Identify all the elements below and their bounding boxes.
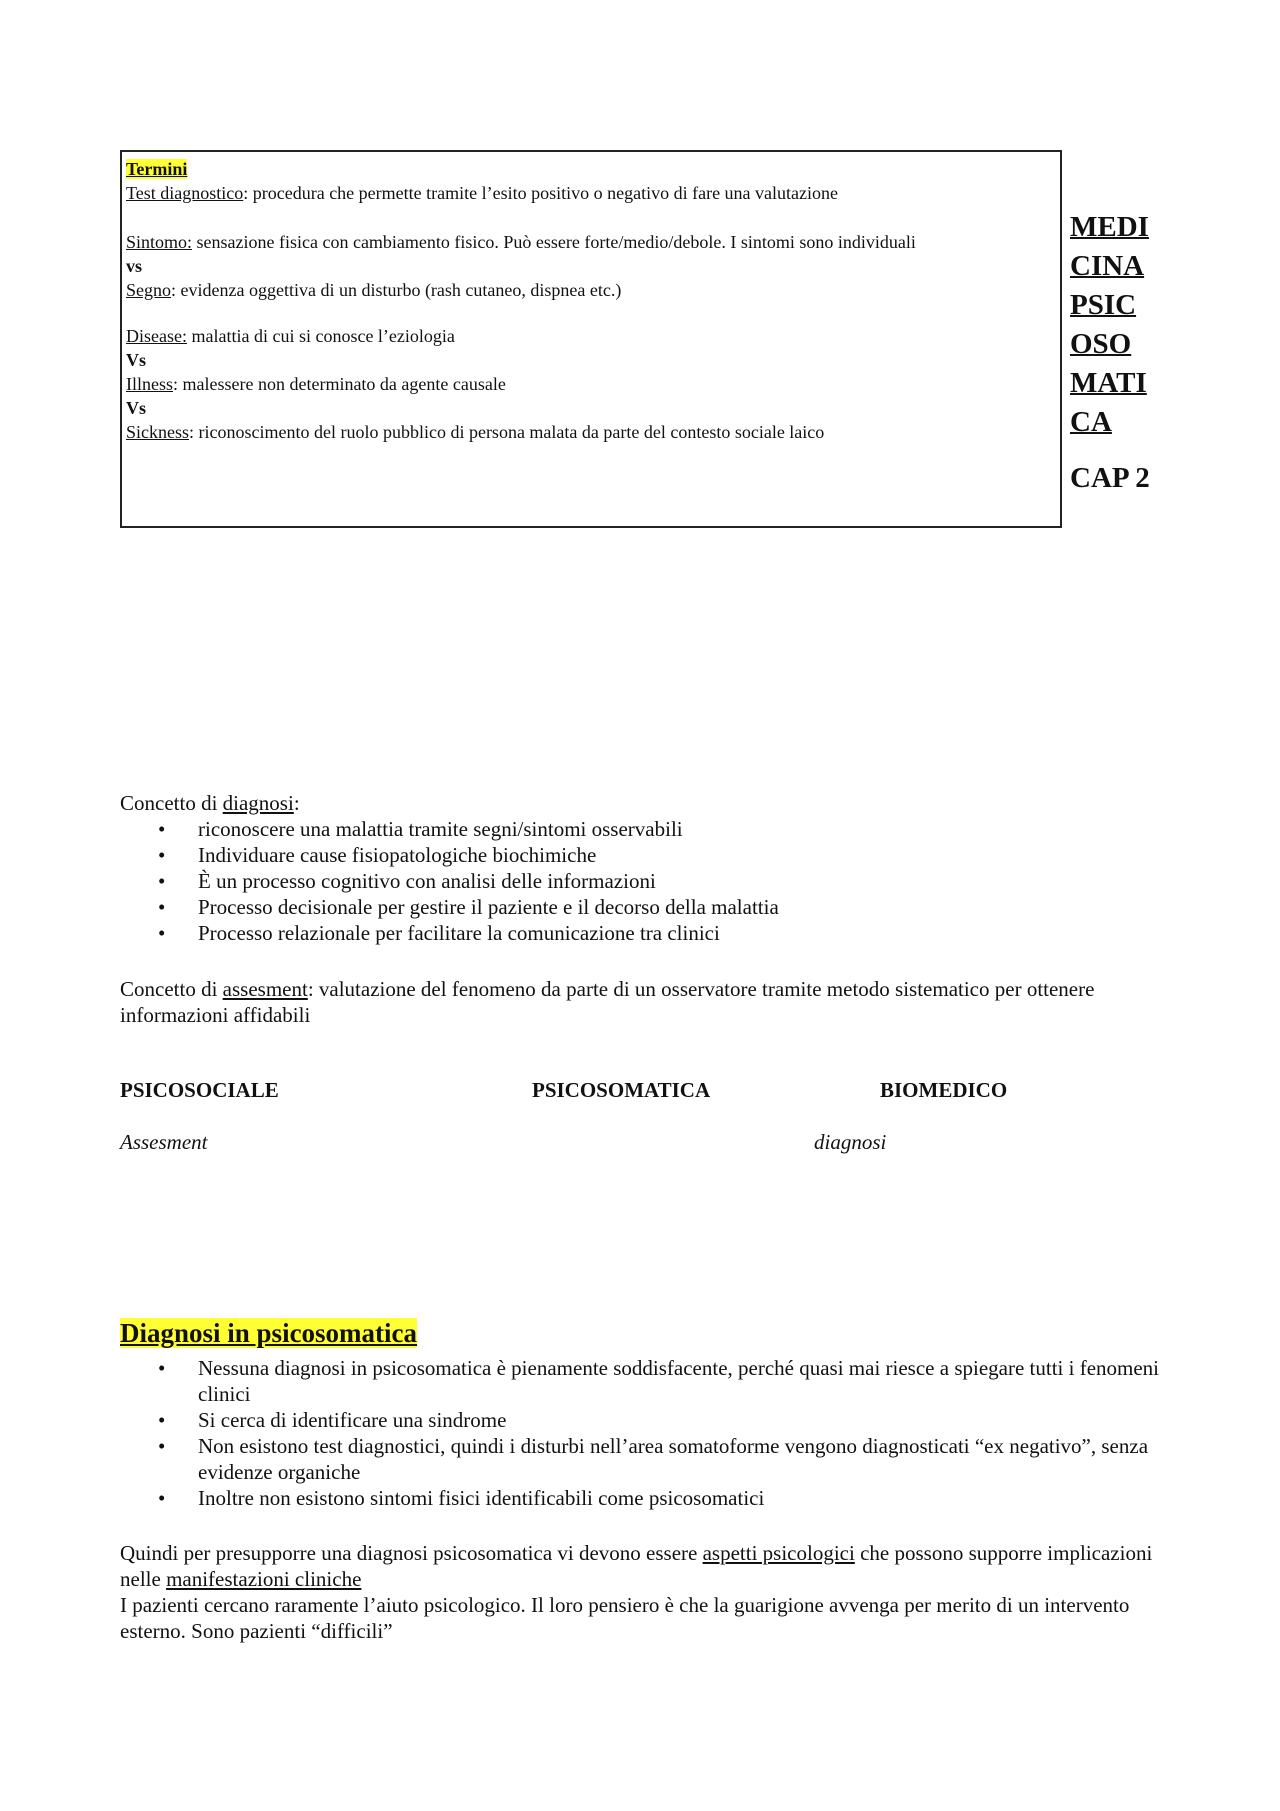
diagnosi-section	[120, 790, 1170, 946]
section-heading	[120, 1318, 417, 1349]
illness-term: Illness	[126, 374, 173, 394]
illness-line	[126, 372, 1056, 396]
psicosomatica-paragraph-1	[120, 1540, 1170, 1592]
side-title-line: MEDI	[1070, 211, 1149, 243]
section-heading-label: Diagnosi in psicosomatica	[120, 1318, 418, 1348]
list-item: • È un processo cognitivo con analisi delle informazioni	[120, 868, 1170, 894]
sintomo-line	[126, 230, 1056, 254]
terms-heading-label: Termini	[126, 159, 188, 179]
p1-mid: che possono supporre implicazioni nelle	[120, 1541, 1153, 1591]
assesment-term: assesment	[222, 977, 308, 1001]
test-diagnostico-line	[126, 181, 1056, 205]
column-header: PSICOSOMATICA	[532, 1078, 711, 1102]
disease-line	[126, 324, 1056, 348]
psicosomatica-list-section	[120, 1355, 1170, 1511]
list-item: • Nessuna diagnosi in psicosomatica è pienamente soddisfacente, perché quasi mai riesce a spiegare tutti i fenomeni clinici	[120, 1355, 1170, 1407]
list-item: • Processo decisionale per gestire il paziente e il decorso della malattia	[120, 894, 1170, 920]
column-sub-right: diagnosi	[814, 1130, 887, 1154]
assesment-prefix: Concetto di	[120, 977, 223, 1001]
column-sub-left: Assesment	[120, 1130, 208, 1154]
list-item: • Si cerca di identificare una sindrome	[120, 1407, 1170, 1433]
side-title-line: CA	[1070, 406, 1112, 438]
column-header: PSICOSOCIALE	[120, 1078, 279, 1102]
diagnosi-intro	[120, 790, 1170, 816]
side-title-line: OSO	[1070, 328, 1132, 360]
diagnosi-intro-suffix: :	[293, 791, 300, 815]
list-item: • Non esistono test diagnostici, quindi i disturbi nell’area somatoforme vengono diagnosticati “ex negativo”, senza evidenze organiche	[120, 1433, 1170, 1485]
assesment-paragraph	[120, 976, 1170, 1028]
chapter-label: CAP 2	[1070, 462, 1150, 494]
side-title-line: CINA	[1070, 250, 1145, 282]
segno-def: : evidenza oggettiva di un disturbo (rash cutaneo, dispnea etc.)	[171, 280, 622, 300]
diagnosi-intro-term: diagnosi	[222, 791, 294, 815]
terms-box	[120, 150, 1062, 528]
sintomo-term: Sintomo:	[126, 232, 193, 252]
list-item: • Processo relazionale per facilitare la comunicazione tra clinici	[120, 920, 1170, 946]
test-diagnostico-term: Test diagnostico	[126, 183, 244, 203]
vs-label: Vs	[126, 350, 147, 370]
list-item: • riconoscere una malattia tramite segni/sintomi osservabili	[120, 816, 1170, 842]
list-item: • Individuare cause fisiopatologiche biochimiche	[120, 842, 1170, 868]
diagnosi-list	[120, 816, 1170, 946]
column-subheaders	[120, 1130, 1170, 1160]
psicosomatica-paragraphs	[120, 1540, 1170, 1644]
column-headers	[120, 1078, 1170, 1108]
column-header: BIOMEDICO	[880, 1078, 1008, 1102]
p1-prefix: Quindi per presupporre una diagnosi psicosomatica vi devono essere	[120, 1541, 703, 1565]
assesment-def: : valutazione del fenomeno da parte di un osservatore tramite metodo sistematico per ottenere informazioni affidabili	[120, 977, 1095, 1027]
list-item: • Inoltre non esistono sintomi fisici identificabili come psicosomatici	[120, 1485, 1170, 1511]
segno-line	[126, 278, 1056, 302]
psicosomatica-list	[120, 1355, 1170, 1511]
vs-label: Vs	[126, 398, 147, 418]
sickness-def: : riconoscimento del ruolo pubblico di persona malata da parte del contesto sociale laico	[189, 422, 825, 442]
vs-label: vs	[126, 256, 143, 276]
side-title-line: PSIC	[1070, 289, 1137, 321]
diagnosi-intro-prefix: Concetto di	[120, 791, 223, 815]
sintomo-def: sensazione fisica con cambiamento fisico. Può essere forte/medio/debole. I sintomi sono individuali	[192, 232, 916, 252]
p1-term-manifestazioni: manifestazioni cliniche	[166, 1567, 362, 1591]
disease-term: Disease:	[126, 326, 187, 346]
disease-def: malattia di cui si conosce l’eziologia	[186, 326, 455, 346]
illness-def: : malessere non determinato da agente causale	[173, 374, 506, 394]
psicosomatica-paragraph-2: I pazienti cercano raramente l’aiuto psicologico. Il loro pensiero è che la guarigione avvenga per merito di un intervento esterno. Sono pazienti “difficili”	[120, 1593, 1130, 1643]
side-title-line: MATI	[1070, 367, 1147, 399]
side-title	[1070, 208, 1149, 442]
p1-term-aspetti: aspetti psicologici	[702, 1541, 855, 1565]
segno-term: Segno	[126, 280, 171, 300]
sickness-line	[126, 420, 1056, 444]
sickness-term: Sickness	[126, 422, 189, 442]
test-diagnostico-def: : procedura che permette tramite l’esito positivo o negativo di fare una valutazione	[243, 183, 839, 203]
terms-heading	[126, 157, 1056, 181]
